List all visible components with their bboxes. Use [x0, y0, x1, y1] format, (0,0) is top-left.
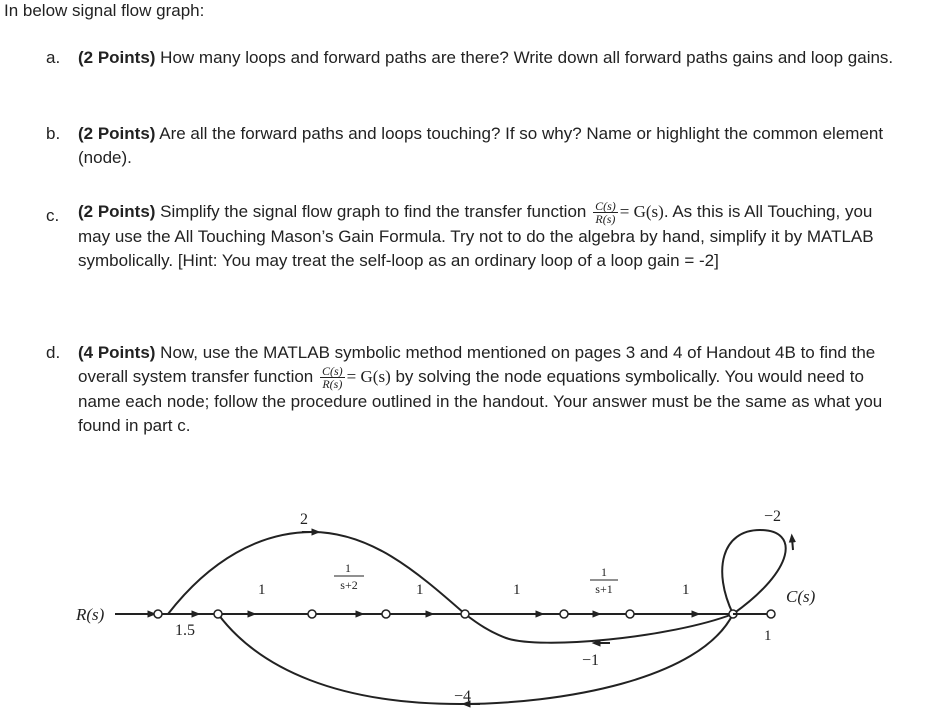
- gain-1d: 1: [682, 582, 690, 598]
- inner-feedback: [465, 614, 733, 643]
- question-c-text-after: . As this is All Touching, you may use the All Touching Mason’s Gain Formula. Try not to do the algebra by hand, simplify it by MATLAB symbolically. [Hint: You may treat the self-loop as an ordinary loop of a loop gain = -2]: [78, 202, 874, 271]
- gain-output: 1: [764, 628, 772, 644]
- question-c-text-before: Simplify the signal flow graph to find the transfer function: [155, 202, 587, 221]
- gain-1b: 1: [416, 582, 424, 598]
- question-d-letter: d.: [46, 343, 61, 362]
- question-d-points: (4 Points): [78, 343, 156, 362]
- question-a-text: How many loops and forward paths are there? Write down all forward paths gains and loop gains.: [155, 48, 894, 67]
- node-3: [382, 610, 390, 618]
- gain-block1-num: 1: [345, 561, 351, 575]
- outer-feedback: [218, 614, 733, 704]
- gain-block2-num: 1: [601, 565, 607, 579]
- question-b-points: (2 Points): [78, 124, 156, 143]
- intro-text: In below signal flow graph:: [4, 1, 205, 20]
- question-a-letter: a.: [46, 48, 61, 67]
- question-b-text: Are all the forward paths and loops touching? If so why? Name or highlight the common element (node).: [78, 124, 884, 167]
- question-c-equals: = G(s): [619, 202, 664, 221]
- signal-flow-graph: [0, 490, 949, 720]
- gain-feedback-outer: −4: [454, 688, 472, 705]
- question-a-points: (2 Points): [78, 48, 156, 67]
- node-5: [560, 610, 568, 618]
- gain-input: 1.5: [175, 622, 195, 639]
- gain-feedback-inner: −1: [582, 652, 600, 669]
- gain-self-loop: −2: [764, 508, 782, 525]
- node-6: [626, 610, 634, 618]
- gain-block1-den: s+2: [340, 578, 358, 592]
- question-d-text-after: by solving the node equations symbolically. You would need to name each node; follow the procedure outlined in the handout. Your answer must be the same as what you found in part c.: [78, 367, 883, 436]
- question-d: [78, 341, 908, 438]
- node-output: [767, 610, 775, 618]
- node-2: [308, 610, 316, 618]
- question-b: [78, 122, 908, 170]
- question-d-fraction: [320, 365, 345, 390]
- gain-upper: 2: [300, 511, 308, 528]
- node-input: [154, 610, 162, 618]
- question-d-frac-den: R(s): [322, 377, 343, 392]
- question-c-frac-num: C(s): [595, 199, 616, 214]
- gain-block2-den: s+1: [595, 582, 613, 596]
- question-d-text-before: Now, use the MATLAB symbolic method mentioned on pages 3 and 4 of Handout 4B to find the overall system transfer function: [78, 343, 876, 386]
- self-loop: [722, 530, 785, 614]
- question-c-points: (2 Points): [78, 202, 156, 221]
- upper-branch: [168, 532, 465, 614]
- output-label: C(s): [786, 587, 816, 606]
- question-c-fraction: [593, 200, 618, 225]
- question-d-frac-num: C(s): [322, 364, 343, 379]
- input-label: R(s): [76, 605, 105, 624]
- question-a: [78, 46, 908, 70]
- gain-1c: 1: [513, 582, 521, 598]
- question-b-letter: b.: [46, 124, 61, 143]
- question-c: [78, 200, 908, 273]
- question-c-frac-den: R(s): [595, 212, 616, 227]
- question-d-equals: = G(s): [346, 367, 391, 386]
- gain-1a: 1: [258, 582, 266, 598]
- node-1: [214, 610, 222, 618]
- question-c-letter: c.: [46, 206, 60, 225]
- node-4: [461, 610, 469, 618]
- self-loop-arrow: [792, 538, 793, 550]
